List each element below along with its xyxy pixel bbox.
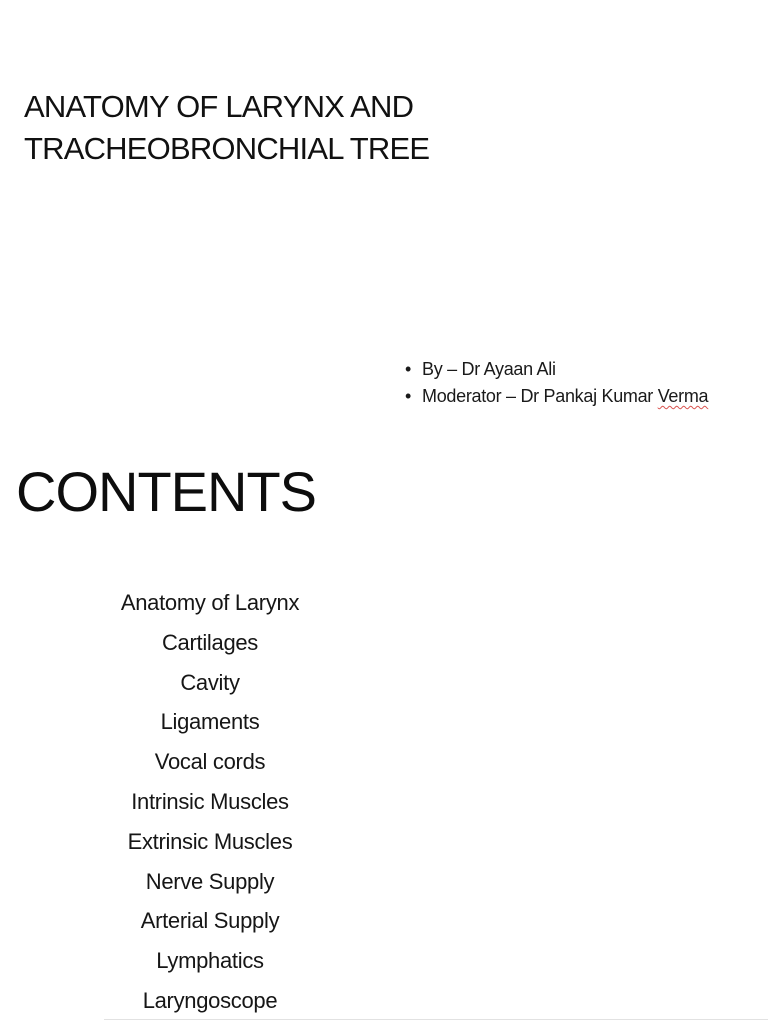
contents-item-lymphatics: Lymphatics [156,948,264,974]
title-slide [0,0,768,440]
contents-item-ligaments: Ligaments [160,709,260,735]
slide-edge-divider [104,1019,768,1020]
contents-item-cavity: Cavity [180,669,240,695]
contents-item-anatomy-of-larynx: Anatomy of Larynx [120,590,300,615]
contents-item-intrinsic-muscles: Intrinsic Muscles [131,788,289,814]
contents-item-vocal-cords: Vocal cords [154,749,266,775]
contents-item-extrinsic-muscles: Extrinsic Muscles [127,828,293,854]
credits-list [405,356,708,410]
contents-heading: CONTENTS [16,460,316,523]
contents-item-arterial-supply: Arterial Supply [140,908,280,934]
moderator-text: Moderator – Dr Pankaj Kumar [422,386,658,406]
title-line-1: ANATOMY OF LARYNX AND [24,89,414,124]
contents-list [60,583,360,1021]
contents-item-nerve-supply: Nerve Supply [145,868,275,894]
moderator-surname: Verma [657,386,709,406]
moderator-credit [405,383,708,410]
presentation-title [24,86,624,170]
contents-item-cartilages: Cartilages [161,629,259,655]
contents-slide [0,440,768,1024]
contents-item-laryngoscope: Laryngoscope [142,987,278,1013]
title-line-2: TRACHEOBRONCHIAL TREE [24,131,430,166]
presenter-text: By – Dr Ayaan Ali [422,359,556,379]
presenter-credit [405,356,708,383]
